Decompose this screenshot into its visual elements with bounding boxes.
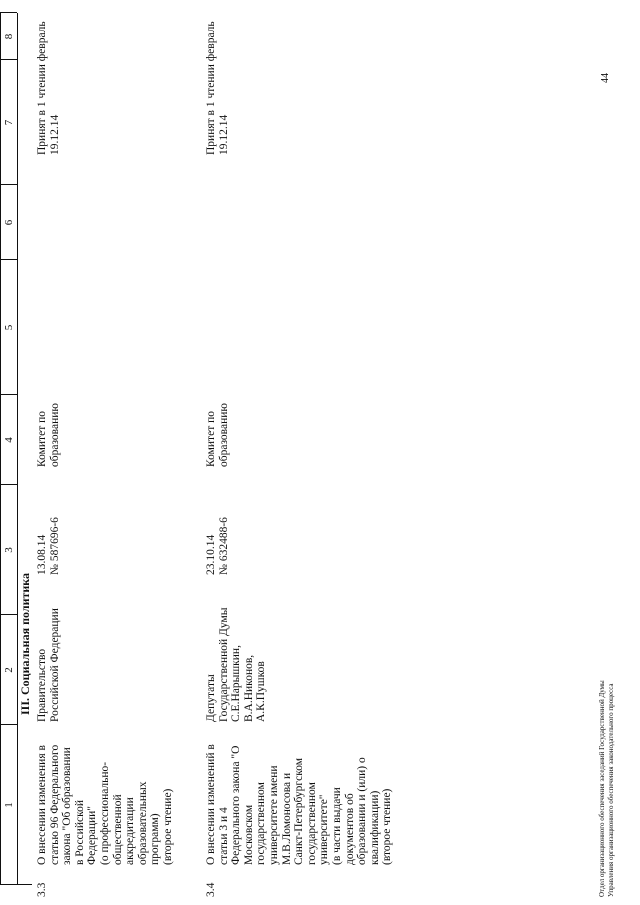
row-number: 3.3 [36,882,48,897]
column-number-6: 6 [3,219,15,226]
row-author: Правительство Российской Федерации [36,608,61,722]
row-committee: Комитет по образованию [205,403,230,467]
column-number-1: 1 [3,802,15,808]
column-number-7: 7 [3,119,15,126]
column-number-3: 3 [3,547,15,553]
row-committee: Комитет по образованию [36,403,61,467]
column-number-8: 8 [3,33,15,40]
table-top-border [0,13,1,885]
row-status: Принят в 1 чтении февраль 19.12.14 [36,21,61,155]
row-author: Депутаты Государственной Думы С.Е.Нарышкин, В.А.Никонов, А.К.Пушков [205,607,268,722]
row-title: О внесении изменений в статьи 3 и 4 Федерального закона "О Московском государственном университете имени М.В.Ломоносова и Санкт-Петербургском государственном университете" (в части выдачи документов об образовании и (или) о квалификации) (второе чтение) [205,744,394,865]
footer-line-1: Отдел организационного обеспечения заседаний Государственной Думы [598,680,606,897]
row-date-reg: 23.10.14 № 632488-6 [205,517,230,575]
page-number: 44 [600,73,611,83]
column-number-2: 2 [3,667,15,673]
footer-line-2: Управления организационного обеспечения законодательного процесса [607,683,615,897]
row-status: Принят в 1 чтении февраль 19.12.14 [205,21,230,155]
row-number: 3.4 [205,882,217,897]
row-title: О внесении изменения в статью 96 Федерального закона "Об образовании в Российской Федерации" (о профессионально- общественной аккредитации образовательных программ) (второе чтение) [36,744,174,865]
header-bottom-border [17,13,18,885]
column-number-4: 4 [3,437,15,443]
section-title: III. Социальная политика [18,572,32,715]
column-number-5: 5 [3,324,15,331]
row-date-reg: 13.08.14 № 587696-6 [36,517,61,575]
